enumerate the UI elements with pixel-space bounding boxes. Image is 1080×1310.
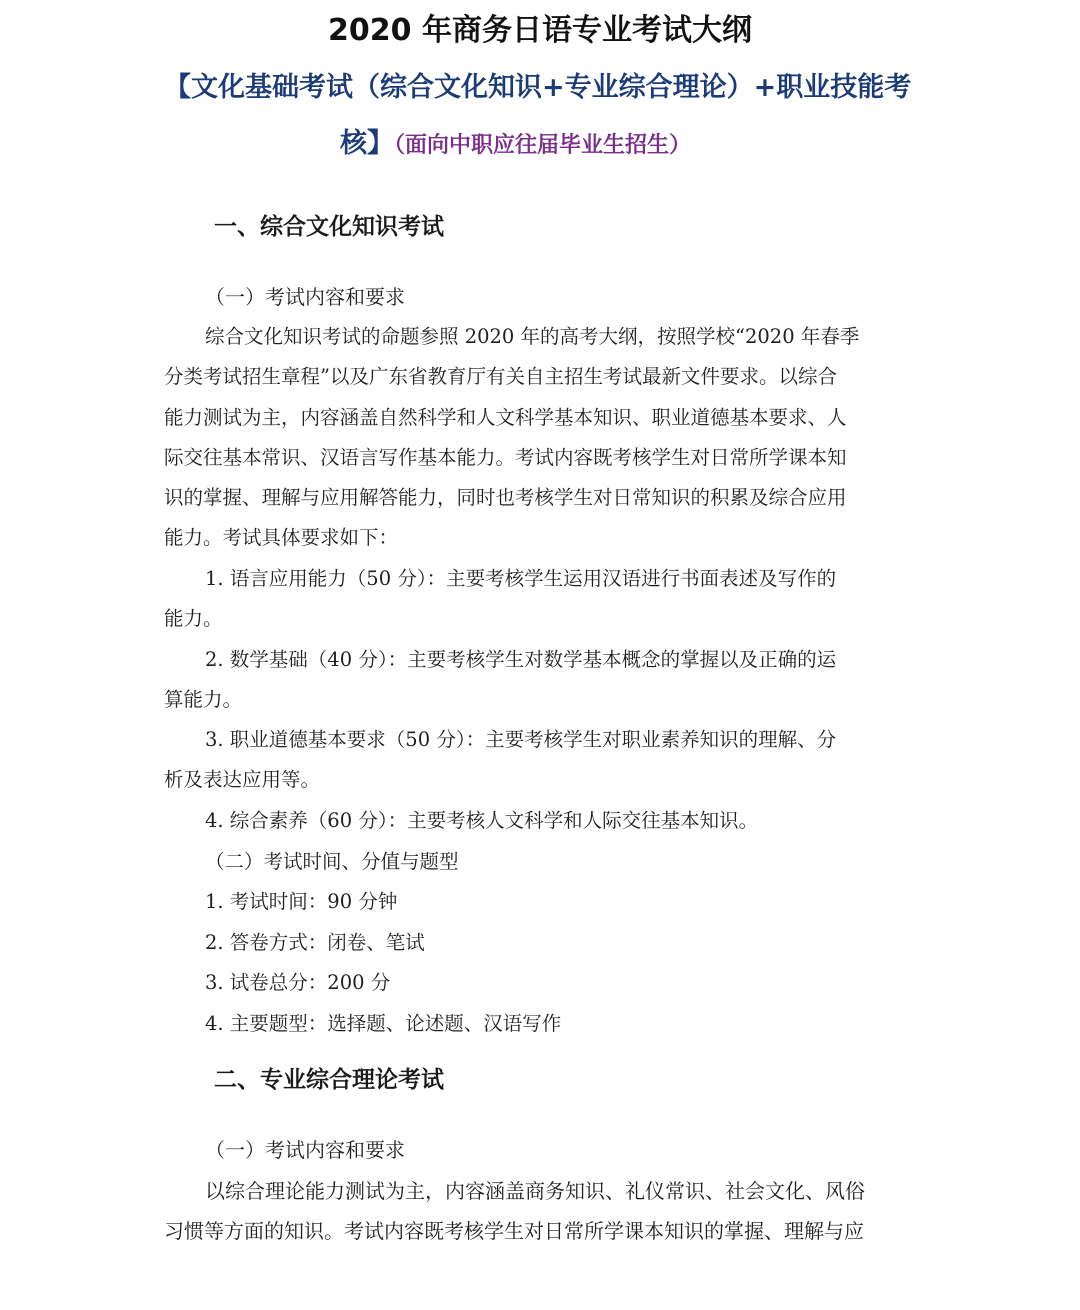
section2-sub1-heading: （一）考试内容和要求 <box>205 1138 405 1162</box>
section1-para-line: 际交往基本常识、汉语言写作基本能力。考试内容既考核学生对日常所学课本知 <box>164 446 847 469</box>
exam-item: 1. 考试时间：90 分钟 <box>205 890 398 913</box>
exam-item: 3. 试卷总分：200 分 <box>205 971 391 994</box>
section2-heading: 二、专业综合理论考试 <box>214 1067 444 1093</box>
exam-item: 2. 答卷方式：闭卷、笔试 <box>205 931 425 954</box>
exam-item: 4. 主要题型：选择题、论述题、汉语写作 <box>205 1012 562 1035</box>
section1-para-line: 识的掌握、理解与应用解答能力，同时也考核学生对日常知识的积累及综合应用 <box>164 486 847 509</box>
section1-para-line: 能力。考试具体要求如下： <box>164 526 399 549</box>
section1-heading: 一、综合文化知识考试 <box>214 214 444 240</box>
item4-line1: 4. 综合素养（60 分）：主要考核人文科学和人际交往基本知识。 <box>205 809 759 832</box>
item1-line2: 能力。 <box>164 607 223 630</box>
item2-line1: 2. 数学基础（40 分）：主要考核学生对数学基本概念的掌握以及正确的运 <box>205 648 837 671</box>
section2-para-line: 以综合理论能力测试为主，内容涵盖商务知识、礼仪常识、社会文化、风俗 <box>205 1179 865 1203</box>
document-title: 2020 年商务日语专业考试大纲 <box>328 13 752 48</box>
section1-sub1-heading: （一）考试内容和要求 <box>205 285 405 309</box>
section1-para-line: 分类考试招生章程”以及广东省教育厅有关自主招生考试最新文件要求。以综合 <box>164 365 837 388</box>
section2-para-line: 习惯等方面的知识。考试内容既考核学生对日常所学课本知识的掌握、理解与应 <box>164 1219 864 1243</box>
item2-line2: 算能力。 <box>164 688 243 711</box>
subtitle-note: （面向中职应往届毕业生招生） <box>394 133 692 158</box>
item1-line1: 1. 语言应用能力（50 分）：主要考核学生运用汉语进行书面表述及写作的 <box>205 567 837 590</box>
item3-line1: 3. 职业道德基本要求（50 分）：主要考核学生对职业素养知识的理解、分 <box>205 728 837 751</box>
subtitle-bracket-end: 核】 <box>340 128 394 159</box>
section1-para-line: 综合文化知识考试的命题参照 2020 年的高考大纲，按照学校“2020 年春季 <box>205 325 860 348</box>
document-subtitle-line1: 【文化基础考试（综合文化知识+专业综合理论）+职业技能考 <box>164 72 912 103</box>
section1-para-line: 能力测试为主，内容涵盖自然科学和人文科学基本知识、职业道德基本要求、人 <box>164 406 847 429</box>
section1-sub2-heading: （二）考试时间、分值与题型 <box>205 850 459 873</box>
document-subtitle-line2 <box>340 124 1080 166</box>
item3-line2: 析及表达应用等。 <box>164 768 321 791</box>
